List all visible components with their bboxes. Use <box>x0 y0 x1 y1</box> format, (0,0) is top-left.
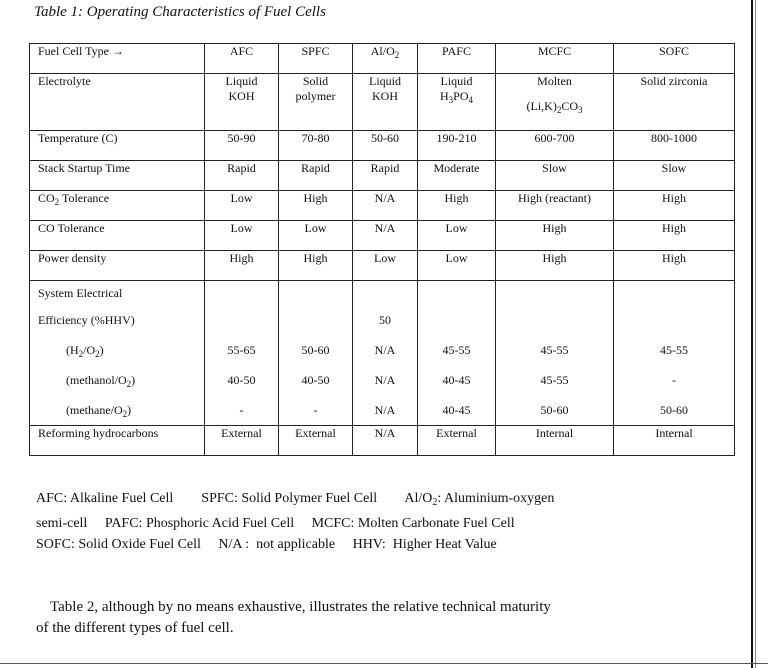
cell: High <box>279 251 353 281</box>
col-mcfc: MCFC <box>496 44 614 74</box>
row-label: CO Tolerance <box>30 221 205 251</box>
row-label: Electrolyte <box>30 74 205 131</box>
col-sofc: SOFC <box>614 44 735 74</box>
electrolyte-mcfc: Molten $(Li,K)_2CO_3$ <box>496 74 614 131</box>
cell: Low <box>353 251 418 281</box>
bottom-border <box>0 663 768 664</box>
efficiency-mcfc: 45-55 45-55 50-60 <box>496 281 614 426</box>
cell: High <box>496 251 614 281</box>
efficiency-spfc: 50-60 40-50 - <box>279 281 353 426</box>
abbreviation-key: AFC: Alkaline Fuel Cell SPFC: Solid Polymer Fuel Cell $Al/O_2$: Aluminium-oxygen semi-cell PAFC: Phosphoric Acid Fuel Cell MCFC: Molten Carbonate Fuel Cell SOFC: Solid Oxide Fuel Cell N/A : not applicable HHV: Higher Heat Value <box>36 491 555 552</box>
header-label: Fuel Cell Type → <box>30 44 205 74</box>
cell: External <box>279 426 353 456</box>
electrolyte-afc: Liquid KOH <box>205 74 279 131</box>
electrolyte-row <box>30 74 735 131</box>
electrolyte-al-o2: Liquid KOH <box>353 74 418 131</box>
cell: High <box>205 251 279 281</box>
row-label: Stack Startup Time <box>30 161 205 191</box>
efficiency-afc: 55-65 40-50 - <box>205 281 279 426</box>
cell: High <box>614 221 735 251</box>
right-border <box>751 0 753 668</box>
cell: 800-1000 <box>614 131 735 161</box>
cell: High <box>418 191 496 221</box>
row-label: $CO_2$ Tolerance <box>30 191 205 221</box>
table-caption: Table 1: Operating Characteristics of Fuel Cells <box>34 4 326 20</box>
efficiency-row <box>30 281 735 426</box>
cell: Low <box>279 221 353 251</box>
table-row <box>30 191 735 221</box>
efficiency-methane-label: $(methane/O_2)$ <box>66 403 132 419</box>
efficiency-pafc: 45-55 40-45 40-45 <box>418 281 496 426</box>
efficiency-label: System Electrical Efficiency (%HHV) $(H_2/O_2)$ $(methanol/O_2)$ $(methane/O_2)$ <box>30 281 205 426</box>
cell: N/A <box>353 191 418 221</box>
table-row <box>30 251 735 281</box>
efficiency-h2-label: $(H_2/O_2)$ <box>66 343 104 359</box>
cell: High <box>496 221 614 251</box>
cell: N/A <box>353 221 418 251</box>
cell: 190-210 <box>418 131 496 161</box>
reforming-row <box>30 426 735 456</box>
cell: 600-700 <box>496 131 614 161</box>
cell: High <box>614 191 735 221</box>
cell: Rapid <box>279 161 353 191</box>
right-border-shadow <box>755 0 756 668</box>
row-label: Reforming hydrocarbons <box>30 426 205 456</box>
electrolyte-sofc: Solid zirconia <box>614 74 735 131</box>
row-label: Temperature (C) <box>30 131 205 161</box>
cell: 50-60 <box>353 131 418 161</box>
cell: Internal <box>496 426 614 456</box>
cell: Low <box>418 251 496 281</box>
efficiency-al-o2: 50 N/A N/A N/A <box>353 281 418 426</box>
cell: High (reactant) <box>496 191 614 221</box>
cell: Rapid <box>353 161 418 191</box>
row-label: Power density <box>30 251 205 281</box>
table-row <box>30 221 735 251</box>
cell: Low <box>205 191 279 221</box>
col-al-o2: $Al/O_2$ <box>353 44 418 74</box>
efficiency-sofc: 45-55 - 50-60 <box>614 281 735 426</box>
cell: High <box>279 191 353 221</box>
cell: Slow <box>496 161 614 191</box>
paragraph-line: of the different types of fuel cell. <box>36 620 234 636</box>
cell: External <box>205 426 279 456</box>
col-afc: AFC <box>205 44 279 74</box>
cell: N/A <box>353 426 418 456</box>
col-spfc: SPFC <box>279 44 353 74</box>
header-row <box>30 44 735 74</box>
cell: Rapid <box>205 161 279 191</box>
cell: Moderate <box>418 161 496 191</box>
efficiency-methanol-label: $(methanol/O_2)$ <box>66 373 136 389</box>
cell: Internal <box>614 426 735 456</box>
cell: 50-90 <box>205 131 279 161</box>
col-pafc: PAFC <box>418 44 496 74</box>
cell: Low <box>418 221 496 251</box>
table-row <box>30 161 735 191</box>
body-paragraph <box>36 597 741 639</box>
cell: Slow <box>614 161 735 191</box>
fuel-cell-table <box>29 43 735 456</box>
electrolyte-pafc: Liquid $H_3PO_4$ <box>418 74 496 131</box>
cell: High <box>614 251 735 281</box>
cell: 70-80 <box>279 131 353 161</box>
electrolyte-spfc: Solid polymer <box>279 74 353 131</box>
paragraph-line: Table 2, although by no means exhaustive, illustrates the relative technical maturity <box>50 599 551 615</box>
table-row <box>30 131 735 161</box>
cell: External <box>418 426 496 456</box>
cell: Low <box>205 221 279 251</box>
